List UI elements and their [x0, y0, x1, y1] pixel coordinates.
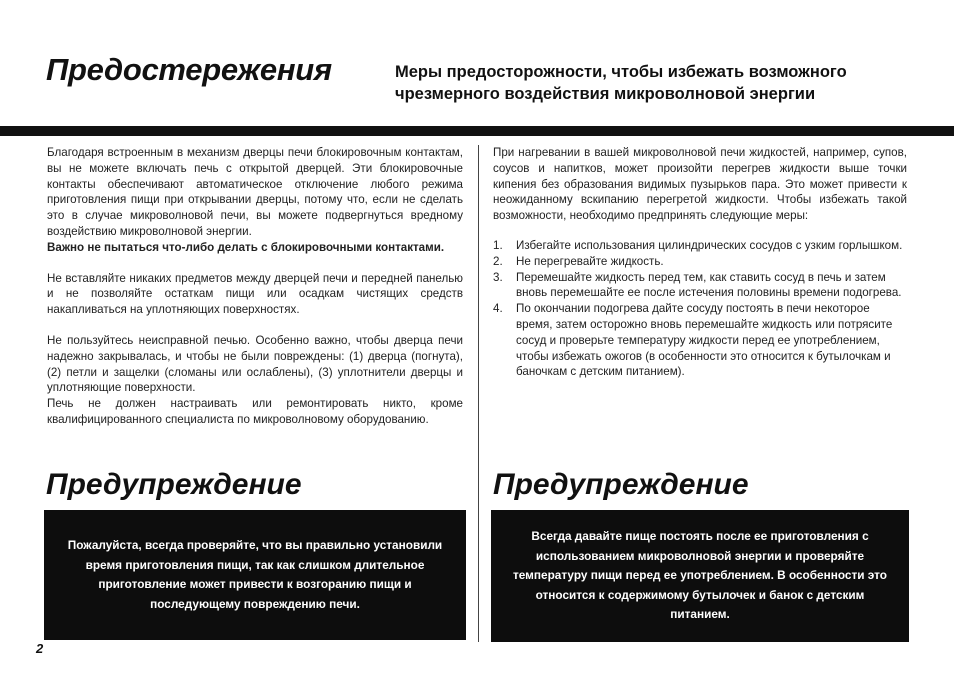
interlock-paragraph: Благодаря встроенным в механизм дверцы печи блокировочным контактам, вы не можете включать печь с открытой дверцей. Эти блокировочные контакты обеспечивают автоматическое отключение любого режима приготовления пищи при открывании дверцы, потому что, если не сделать это в случае микроволновой печи, вы можете подвергнуться вредному воздействию микроволновой энергии. [47, 146, 463, 238]
door-objects-paragraph: Не вставляйте никаких предметов между дверцей печи и передней панелью и не позволяйте остаткам пищи или осадкам чистящих средств накапливаться на уплотняющих поверхностях. [47, 271, 463, 317]
list-item-text: Избегайте использования цилиндрических сосудов с узким горлышком. [516, 238, 903, 252]
superheating-intro: При нагревании в вашей микроволновой печи жидкостей, например, супов, соусов и напитков, может произойти перегрев жидкости выше точки кипения без образования видимых пузырьков пара. Это может привести к неожиданному вскипанию перегретой жидкости. Чтобы избежать такой возможности, необходимо предпринять следующие меры: [493, 146, 907, 223]
warning-title-left: Предупреждение [46, 468, 302, 501]
warning-text-left: Пожалуйста, всегда проверяйте, что вы правильно установили время приготовления пищи, так как слишком длительное приготовление может привести к возгоранию пищи и последующему повреждению печи. [67, 538, 443, 611]
list-item-number: 1. [493, 238, 503, 252]
list-item [493, 301, 907, 380]
list-item-text: Не перегревайте жидкость. [516, 254, 664, 268]
list-item [493, 238, 907, 254]
list-item [493, 254, 907, 270]
list-item-number: 3. [493, 270, 503, 284]
column-divider [478, 145, 479, 642]
damaged-oven-paragraph: Не пользуйтесь неисправной печью. Особенно важно, чтобы дверца печи надежно закрывалась, и чтобы не были повреждены: (1) дверца (погнута), (2) петли и защелки (сломаны или ослаблены), (3) уплотнители дверцы и уплотняющие поверхности. [47, 333, 463, 395]
page-subtitle: Меры предосторожности, чтобы избежать возможного чрезмерного воздействия микроволновой энергии [395, 63, 847, 103]
header-rule [0, 126, 954, 136]
warning-box-right [491, 510, 909, 642]
list-item [493, 270, 907, 302]
list-item-number: 2. [493, 254, 503, 268]
list-item-number: 4. [493, 302, 503, 316]
right-column [493, 145, 907, 380]
repair-paragraph: Печь не должен настраивать или ремонтировать никто, кроме квалифицированного специалиста по микроволновому оборудованию. [47, 397, 463, 426]
warning-title-right: Предупреждение [493, 468, 749, 501]
list-item-text: Перемешайте жидкость перед тем, как ставить сосуд в печь и затем вновь перемешайте ее после истечения половины времени подогрева. [516, 270, 902, 300]
warning-box-left [44, 510, 466, 640]
interlock-warning: Важно не пытаться что-либо делать с блокировочными контактами. [47, 240, 445, 254]
warning-text-right: Всегда давайте пище постоять после ее приготовления с использованием микроволновой энергии и проверяйте температуру пищи перед ее употреблением. В особенности это относится к содержимому бутылочек и банок с детским питанием. [513, 529, 887, 622]
list-item-text: По окончании подогрева дайте сосуду постоять в печи некоторое время, затем осторожно вновь перемешайте жидкость или потрясите сосуд и проверьте температуру жидкости перед ее употреблением, чтобы избежать ожогов (в особенности это относится к бутылочкам и баночкам с детским питанием). [516, 302, 893, 379]
page-number: 2 [36, 641, 44, 656]
left-column [47, 145, 463, 428]
page-title: Предостережения [46, 52, 332, 87]
precaution-list [493, 238, 907, 380]
